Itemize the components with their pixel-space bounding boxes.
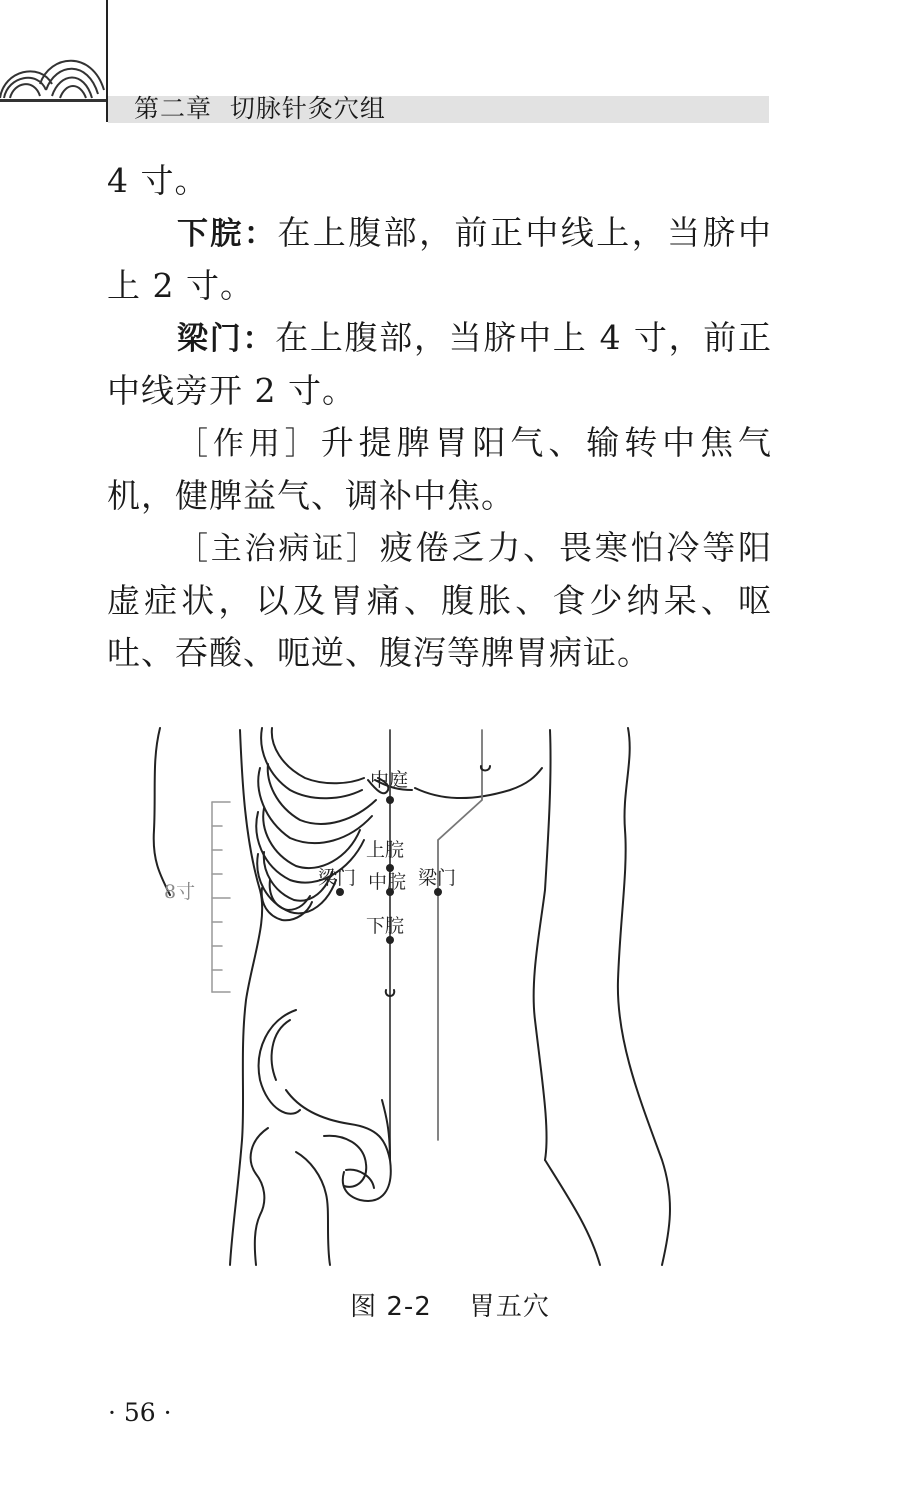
cloud-ornament-icon	[0, 40, 108, 102]
acupoint-liangmen-left-dot	[336, 888, 344, 896]
body-text	[107, 155, 772, 678]
paragraph-text: 4 寸。	[107, 161, 209, 200]
label-liangmen-left: 梁门	[318, 867, 357, 889]
paragraph-text: 在上腹部，前正中线上，当脐中上 2 寸。	[107, 212, 772, 305]
label-zhongwan: 中脘	[368, 871, 407, 893]
section-label: ［作用］	[177, 425, 321, 462]
label-liangmen-right: 梁门	[418, 867, 457, 889]
scale-label: 8寸	[164, 881, 196, 903]
acupoint-xiawan-dot	[386, 936, 394, 944]
chapter-number: 第二章	[134, 94, 213, 123]
paragraph-function	[107, 417, 772, 522]
running-header	[134, 94, 386, 124]
paragraph-xiawan	[107, 207, 772, 312]
chapter-title: 切脉针灸穴组	[229, 94, 386, 123]
page-number: · 56 ·	[108, 1398, 172, 1427]
figure-caption: 图 2-2 胃五穴	[350, 1292, 550, 1322]
term-label: 下脘：	[177, 215, 278, 252]
label-zhongting: 中庭	[370, 769, 409, 791]
section-label: ［主治病证］	[177, 530, 380, 567]
term-label: 梁门：	[177, 320, 276, 357]
paragraph	[107, 155, 772, 207]
paragraph-text: 升提脾胃阳气、输转中焦气机，健脾益气、调补中焦。	[107, 422, 773, 515]
acupoint-zhongting-dot	[386, 796, 394, 804]
paragraph-text: 在上腹部，当脐中上 4 寸，前正中线旁开 2 寸。	[107, 317, 772, 410]
label-shangwan: 上脘	[366, 839, 405, 861]
paragraph-liangmen	[107, 312, 772, 417]
acupoint-liangmen-right-dot	[434, 888, 442, 896]
acupoint-figure	[150, 720, 790, 1270]
label-xiawan: 下脘	[366, 915, 405, 937]
paragraph-text: 疲倦乏力、畏寒怕冷等阳虚症状，以及胃痛、腹胀、食少纳呆、呕吐、吞酸、呃逆、腹泻等脾胃病证。	[107, 527, 772, 672]
paragraph-indications	[107, 522, 772, 679]
